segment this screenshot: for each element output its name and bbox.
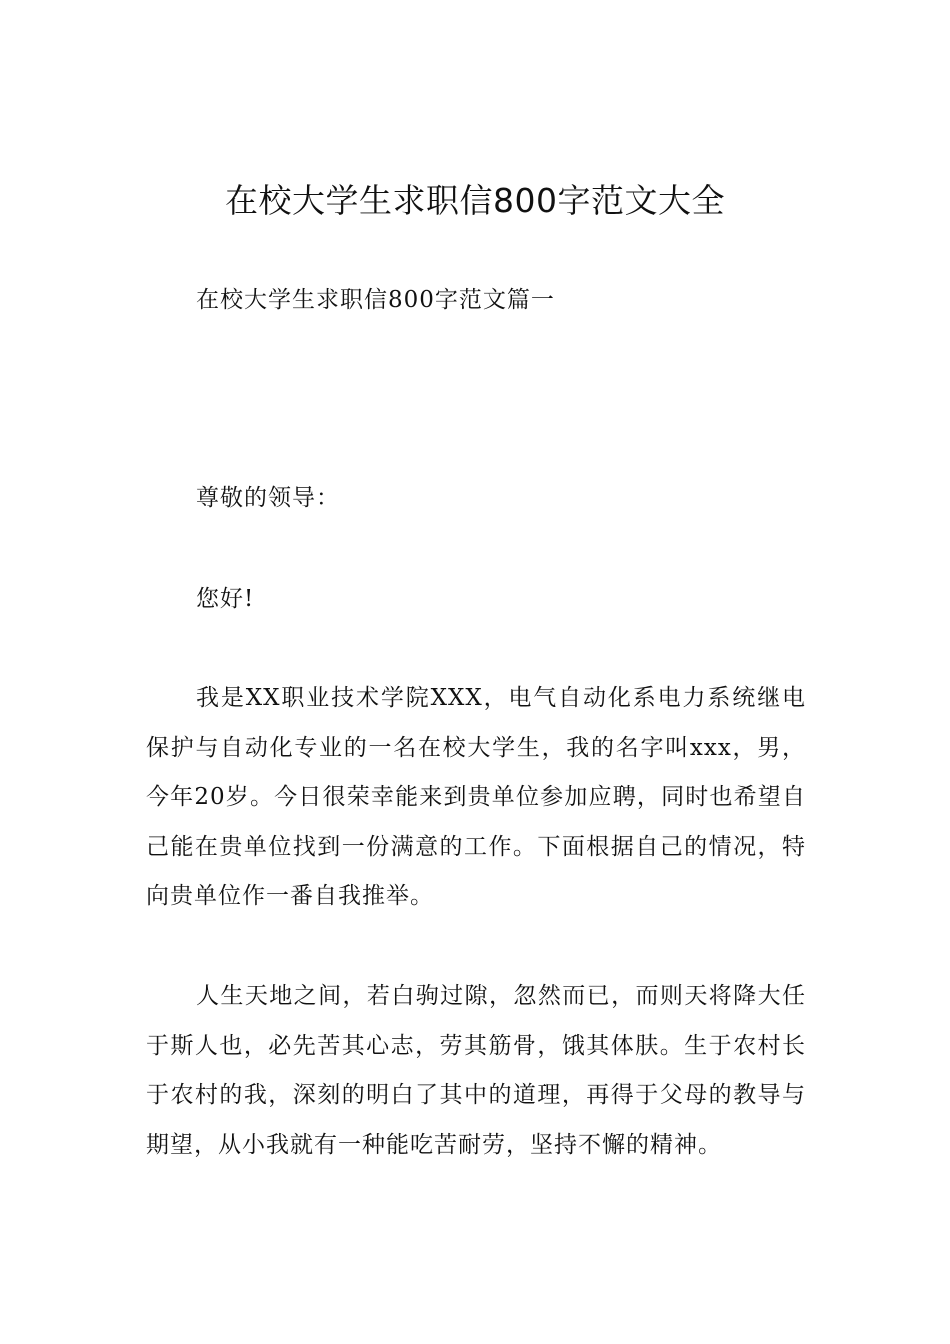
section-heading: 在校大学生求职信800字范文篇一 bbox=[196, 287, 555, 313]
letter-greeting: 您好! bbox=[196, 586, 255, 612]
letter-salutation: 尊敬的领导： bbox=[196, 485, 340, 511]
body-paragraph-2: 人生天地之间，若白驹过隙，忽然而已，而则天将降大任于斯人也，必先苦其心志，劳其筋骨，饿其体肤。生于农村长于农村的我，深刻的明白了其中的道理，再得于父母的教导与期望，从小我就有一种能吃苦耐劳，坚持不懈的精神。 bbox=[146, 983, 806, 1158]
document-title: 在校大学生求职信800字范文大全 bbox=[225, 181, 725, 220]
body-paragraph-1: 我是XX职业技术学院XXX，电气自动化系电力系统继电保护与自动化专业的一名在校大学生，我的名字叫xxx，男，今年20岁。今日很荣幸能来到贵单位参加应聘，同时也希望自己能在贵单位找到一份满意的工作。下面根据自己的情况，特向贵单位作一番自我推举。 bbox=[146, 685, 806, 909]
